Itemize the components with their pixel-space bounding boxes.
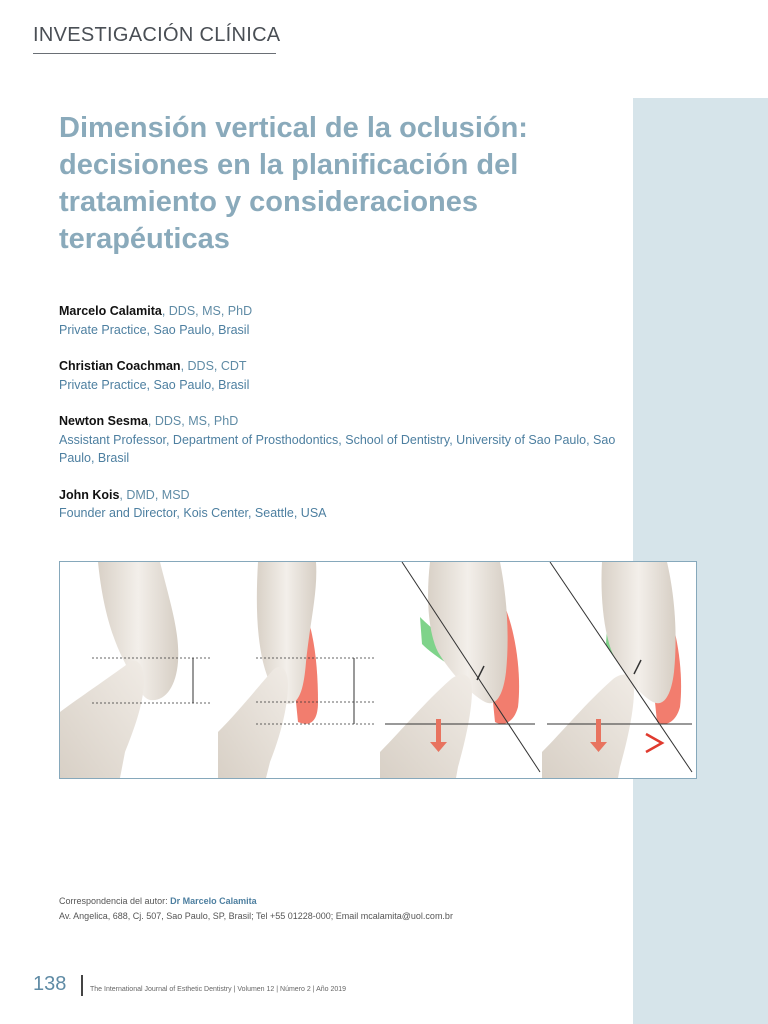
lower-tooth bbox=[60, 661, 144, 778]
author-list bbox=[59, 302, 619, 541]
tooth-occlusion-figure bbox=[59, 561, 697, 779]
author-name: Marcelo Calamita bbox=[59, 304, 162, 318]
footer-separator bbox=[81, 975, 83, 996]
correspondence-author: Dr Marcelo Calamita bbox=[170, 896, 257, 906]
article-title: Dimensión vertical de la oclusión: decisiones en la planificación del tratamiento y consideraciones terapéuticas bbox=[59, 112, 528, 255]
author-entry bbox=[59, 357, 619, 394]
author-affiliation: Founder and Director, Kois Center, Seattle, USA bbox=[59, 506, 327, 520]
author-entry bbox=[59, 302, 619, 339]
author-degrees: , DDS, MS, PhD bbox=[147, 414, 239, 428]
panel-4 bbox=[542, 562, 692, 778]
page-number: 138 bbox=[33, 973, 67, 995]
correspondence-block bbox=[59, 894, 453, 924]
author-entry bbox=[59, 486, 619, 523]
author-name: Christian Coachman bbox=[59, 359, 181, 373]
section-label: INVESTIGACIÓN CLÍNICA bbox=[33, 24, 281, 46]
author-name: John Kois bbox=[59, 487, 120, 502]
correspondence-label: Correspondencia del autor: bbox=[59, 896, 171, 906]
figure-illustration bbox=[60, 562, 696, 778]
correspondence-line bbox=[59, 894, 453, 909]
panel-1 bbox=[60, 562, 210, 778]
section-underline bbox=[33, 53, 276, 54]
author-entry bbox=[59, 412, 619, 468]
author-degrees: , DMD, MSD bbox=[119, 487, 190, 502]
correspondence-address: Av. Angelica, 688, Cj. 507, Sao Paulo, SP, Brasil; Tel +55 01228-000; Email mcalamita@uol.com.br bbox=[59, 911, 453, 921]
author-name: Newton Sesma bbox=[59, 414, 148, 428]
greater-than-icon bbox=[646, 734, 662, 752]
lower-tooth bbox=[218, 667, 288, 778]
author-affiliation: Private Practice, Sao Paulo, Brasil bbox=[59, 377, 250, 392]
journal-info: The International Journal of Esthetic Dentistry | Volumen 12 | Número 2 | Año 2019 bbox=[90, 986, 347, 993]
panel-2 bbox=[218, 562, 374, 778]
author-affiliation: Private Practice, Sao Paulo, Brasil bbox=[59, 322, 250, 337]
lower-tooth bbox=[542, 675, 634, 778]
author-degrees: , DDS, MS, PhD bbox=[161, 304, 253, 318]
author-affiliation: Assistant Professor, Department of Prosthodontics, School of Dentistry, University of Sao Paulo, Sao Paulo, Brasil bbox=[59, 432, 616, 465]
lower-tooth bbox=[380, 675, 472, 778]
author-degrees: , DDS, CDT bbox=[180, 359, 247, 373]
panel-3 bbox=[380, 562, 540, 778]
